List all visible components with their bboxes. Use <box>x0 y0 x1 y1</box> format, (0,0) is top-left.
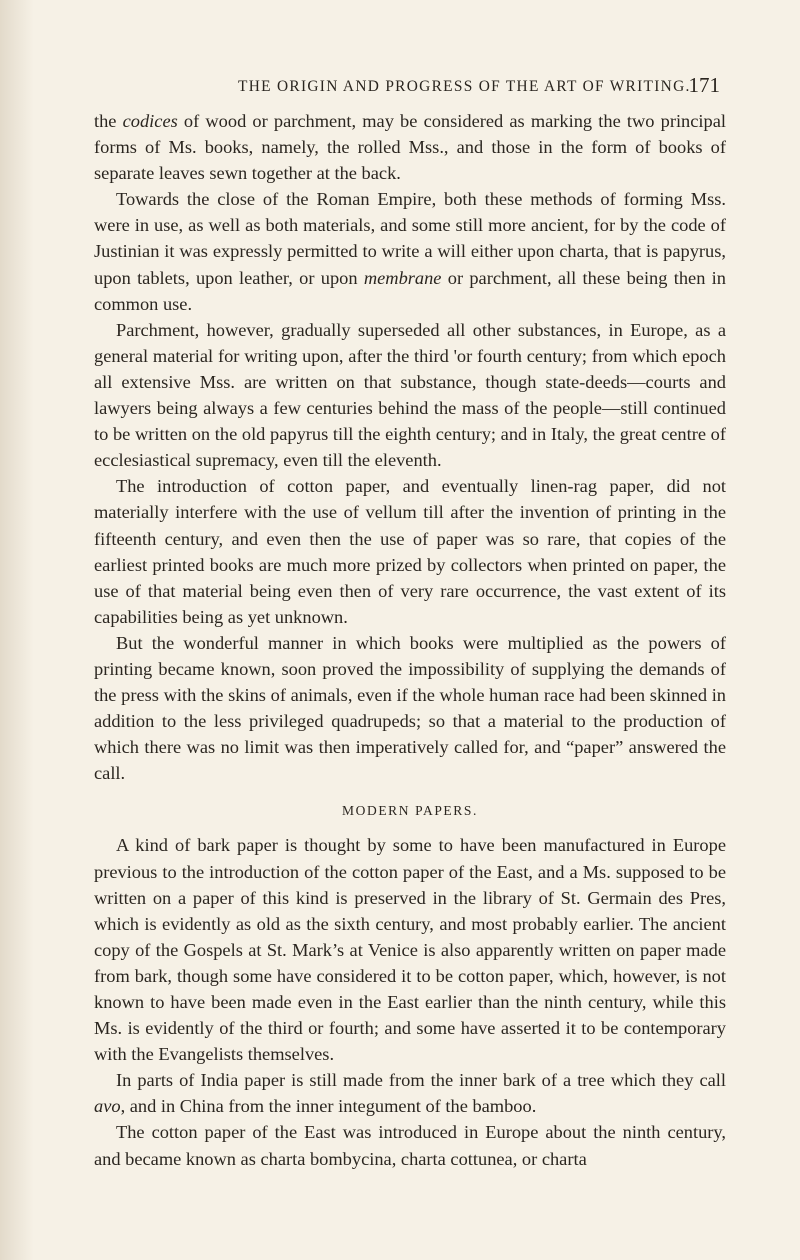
page-header <box>96 73 722 106</box>
paragraph-3: Parchment, however, gradually superseded all other substances, in Europe, as a general material for writing upon, after the third 'or fourth century; from which epoch all extensive Mss. are written on that substance, though state-deeds—courts and lawyers being always a few centuries behind the mass of the people—still continued to be written on the old papyrus till the eighth century; and in Italy, the great centre of ecclesiastical supremacy, even till the eleventh. <box>94 319 726 471</box>
page-number: 171 <box>688 73 720 97</box>
paragraph-2 <box>94 186 726 316</box>
paragraph-5: But the wonderful manner in which books were multiplied as the powers of printing became known, soon proved the impossibility of supplying the demands of the press with the skins of animals, even if the whole human race had been skinned in addition to the less privileged quadrupeds; so that a material to the production of which there was no limit was then imperatively called for, and “paper” answered the call. <box>94 632 726 784</box>
paragraph-7-text-c: , and in China from the inner integument of the bamboo. <box>120 1096 537 1117</box>
paragraph-8: The cotton paper of the East was introduced in Europe about the ninth century, and became known as charta bombycina, charta cottunea, or charta <box>94 1122 726 1169</box>
paragraph-7-text-a: In parts of India paper is still made from the inner bark of a tree which they call <box>116 1070 726 1091</box>
paragraph-1-text-a: the <box>94 111 123 131</box>
paragraph-1 <box>94 108 726 186</box>
page-edge-shadow <box>0 0 34 1260</box>
paragraph-2-text-a: Towards the close of the Roman Empire, both these methods of forming Mss. were in use, as well as both materials, and some still more ancient, for by the code of Justinian it was expressly permitted to write a will either upon charta, that is papyrus, upon tablets, upon leather, or upon <box>94 189 726 288</box>
paragraph-1-text-c: of wood or parchment, may be considered as marking the two principal forms of Ms. books, namely, the rolled Mss., and those in the form of books of separate leaves sewn together at the back. <box>94 111 726 184</box>
body-text <box>94 108 726 1172</box>
paragraph-7-italic-avo: avo <box>94 1096 121 1117</box>
section-heading: MODERN PAPERS. <box>342 803 478 819</box>
running-head: THE ORIGIN AND PROGRESS OF THE ART OF WRITING. <box>238 78 691 95</box>
paragraph-1-italic-codices: codices <box>122 111 178 131</box>
paragraph-2-text-c: or parchment, all these being then in common use. <box>94 267 726 314</box>
paragraph-2-italic-membrane: membrane <box>363 267 442 288</box>
paragraph-6: A kind of bark paper is thought by some to have been manufactured in Europe previous to the introduction of the cotton paper of the East, and a Ms. supposed to be written on a paper of this kind is preserved in the library of St. Germain des Pres, which is evidently as old as the sixth century, and most probably earlier. The ancient copy of the Gospels at St. Mark’s at Venice is also apparently written on paper made from bark, though some have considered it to be cotton paper, which, however, is not known to have been made even in the East earlier than the ninth century, while this Ms. is evidently of the third or fourth; and some have asserted it to be contemporary with the Evangelists themselves. <box>94 835 726 1065</box>
paragraph-4: The introduction of cotton paper, and eventually linen-rag paper, did not materially interfere with the use of vellum till after the invention of printing in the fifteenth century, and even then the use of paper was so rare, that copies of the earliest printed books are much more prized by collectors when printed on paper, the use of that material being even then of very rare occurrence, the vast extent of its capabilities being as yet unknown. <box>94 476 726 627</box>
paragraph-7 <box>94 1067 726 1119</box>
